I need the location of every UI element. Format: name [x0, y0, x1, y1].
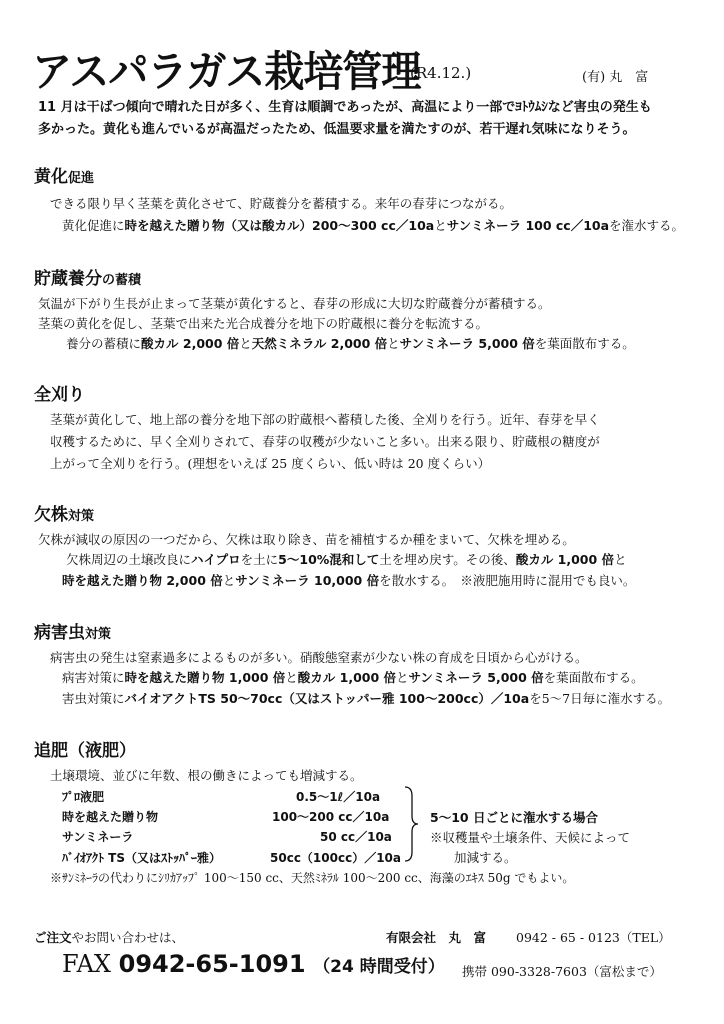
text: を潅水する。: [609, 218, 685, 233]
storage-line-3: [66, 334, 635, 352]
product-emphasis: 時を越えた贈り物 2,000 倍: [62, 573, 223, 588]
fert-row-4-amount: 50cc（100cc）／10a: [270, 851, 401, 865]
text: 病害対策に: [62, 670, 125, 685]
product-emphasis: バイオアクトTS 50～70cc（又はストッパー雅 100～200cc）／10a: [124, 691, 530, 706]
product-emphasis: サンミネーラ 100 cc／10a: [446, 218, 610, 233]
section-heading-missing: [34, 500, 94, 525]
missing-line-2: [66, 550, 627, 568]
text: を葉面散布する。: [543, 670, 644, 685]
text: やお問い合わせは、: [71, 930, 185, 945]
heading-sub: の蓄積: [102, 273, 142, 288]
product-emphasis: 酸カル 1,000 倍: [297, 670, 397, 685]
fert-row-2-name: 時を越えた贈り物: [62, 810, 159, 824]
text: と: [222, 573, 236, 588]
fertilizer-line-1: 土壌環境、並びに年数、根の働きによっても増減する。: [50, 768, 363, 783]
pests-line-2: [62, 668, 644, 686]
fert-row-1-name: ﾌﾟﾛ液肥: [62, 790, 105, 804]
heading-sub: 対策: [85, 627, 112, 642]
fert-row-2-amount: 100～200 cc／10a: [272, 810, 390, 824]
fert-footnote: ※ｻﾝﾐﾈｰﾗの代わりにｼﾘｶｱｯﾌﾟ 100～150 cc、天然ﾐﾈﾗﾙ 100～200 cc、海藻のｴｷｽ 50g でもよい。: [50, 871, 575, 885]
text: と: [387, 336, 400, 351]
phone-number: 0942 - 65 - 0123（TEL）: [516, 930, 671, 945]
pests-line-3: [62, 689, 670, 707]
cutting-line-1: 茎葉が黄化して、地上部の養分を地下部の貯蔵根へ蓄積した後、全刈りを行う。近年、春芽を早く: [50, 412, 600, 427]
yellowing-line-2: [62, 216, 684, 234]
text: 害虫対策に: [62, 691, 125, 706]
fax-line: [62, 950, 445, 978]
intro-line-1: 11 月は干ばつ傾向で晴れた日が多く、生育は順調であったが、高温により一部でﾖﾄｳﾑｼなど害虫の発生も: [38, 100, 652, 115]
product-emphasis: 5～10%混和して: [278, 552, 380, 567]
product-emphasis: 時を越えた贈り物 1,000 倍: [124, 670, 286, 685]
heading-main: 黄化: [34, 167, 68, 187]
fert-row-3-name: サンミネーラ: [62, 830, 134, 844]
page-title: アスパラガス栽培管理: [32, 48, 421, 97]
text: 養分の蓄積に: [66, 336, 142, 351]
text: を散水する。 ※液肥施用時に混用でも良い。: [379, 573, 636, 588]
text: を5～7日毎に潅水する。: [529, 691, 671, 706]
product-emphasis: 酸カル 1,000 倍: [515, 552, 615, 567]
section-heading-cutting: 全刈り: [34, 385, 85, 405]
text: を葉面散布する。: [534, 336, 635, 351]
product-emphasis: サンミネーラ 10,000 倍: [235, 573, 380, 588]
text: と: [434, 218, 447, 233]
cutting-line-2: 収穫するために、早く全刈りされて、春芽の収穫が少ないこと多い。出来る限り、貯蔵根の糖度が: [50, 434, 600, 449]
section-heading-pests: [34, 618, 111, 643]
section-heading-storage: [34, 264, 141, 289]
curly-brace-icon: [402, 786, 420, 862]
text: を土に: [240, 552, 279, 567]
fert-row-1-amount: 0.5～1ℓ／10a: [296, 790, 381, 804]
heading-main: 貯蔵養分: [34, 269, 102, 289]
fert-note-2: 加減する。: [454, 850, 517, 865]
product-emphasis: ハイプロ: [191, 552, 241, 567]
heading-main: 欠株: [34, 505, 68, 525]
product-emphasis: 酸カル 2,000 倍: [141, 336, 240, 351]
text: と: [239, 336, 252, 351]
product-emphasis: サンミネーラ 5,000 倍: [408, 670, 544, 685]
fert-row-3-amount: 50 cc／10a: [320, 830, 392, 844]
text: と: [396, 670, 409, 685]
missing-line-3: [62, 571, 635, 589]
text: 土を埋め戻す。その後、: [379, 552, 516, 567]
fert-when: 5～10 日ごとに潅水する場合: [430, 810, 598, 825]
text: と: [614, 552, 627, 567]
text: 黄化促進に: [62, 218, 125, 233]
text: 欠株周辺の土壌改良に: [66, 552, 192, 567]
product-emphasis: 時を越えた贈り物（又は酸カル）200～300 cc／10a: [124, 218, 435, 233]
intro-line-2: 多かった。黄化も進んでいるが高温だったため、低温要求量を満たすのが、若干遅れ気味になりそう。: [38, 122, 636, 137]
yellowing-line-1: できる限り早く茎葉を黄化させて、貯蔵養分を蓄積する。来年の春芽につながる。: [50, 196, 513, 211]
fert-note-1: ※収穫量や土壌条件、天候によって: [430, 830, 631, 845]
heading-sub: 対策: [68, 509, 95, 524]
section-heading-yellowing: [34, 162, 94, 187]
order-inquiry-text: [34, 928, 184, 946]
storage-line-1: 気温が下がり生長が止まって茎葉が黄化すると、春芽の形成に大切な貯蔵養分が蓄積する。: [38, 296, 551, 311]
cutting-line-3: 上がって全刈りを行う。(理想をいえば 25 度くらい、低い時は 20 度くらい）: [50, 456, 491, 471]
issue-date: (R4.12.): [410, 64, 472, 82]
footer-company: 有限会社 丸 富: [386, 930, 487, 945]
product-emphasis: 天然ミネラル 2,000 倍: [251, 336, 388, 351]
product-emphasis: サンミネーラ 5,000 倍: [399, 336, 535, 351]
mobile-number: 携帯 090-3328-7603（富松まで）: [462, 964, 662, 979]
text: ご注文: [34, 930, 72, 945]
heading-sub: 促進: [68, 171, 95, 186]
missing-line-1: 欠株が減収の原因の一つだから、欠株は取り除き、苗を補植するか種をまいて、欠株を埋める。: [38, 532, 575, 547]
storage-line-2: 茎葉の黄化を促し、茎葉で出来た光合成養分を地下の貯蔵根に養分を転流する。: [38, 316, 489, 331]
heading-main: 病害虫: [34, 623, 85, 643]
company-name: (有) 丸 富: [582, 70, 649, 85]
fert-row-4-name: ﾊﾞｲｵｱｸﾄ TS（又はｽﾄｯﾊﾟｰ雅）: [62, 851, 222, 865]
text: と: [285, 670, 298, 685]
fax-label: FAX: [62, 950, 111, 978]
fax-number: 0942-65-1091: [118, 950, 306, 978]
section-heading-fertilizer: 追肥（液肥）: [34, 741, 136, 761]
pests-line-1: 病害虫の発生は窒素過多によるものが多い。硝酸態窒素が少ない株の育成を日頃から心がける。: [50, 650, 588, 665]
fax-hours: （24 時間受付）: [313, 957, 445, 977]
